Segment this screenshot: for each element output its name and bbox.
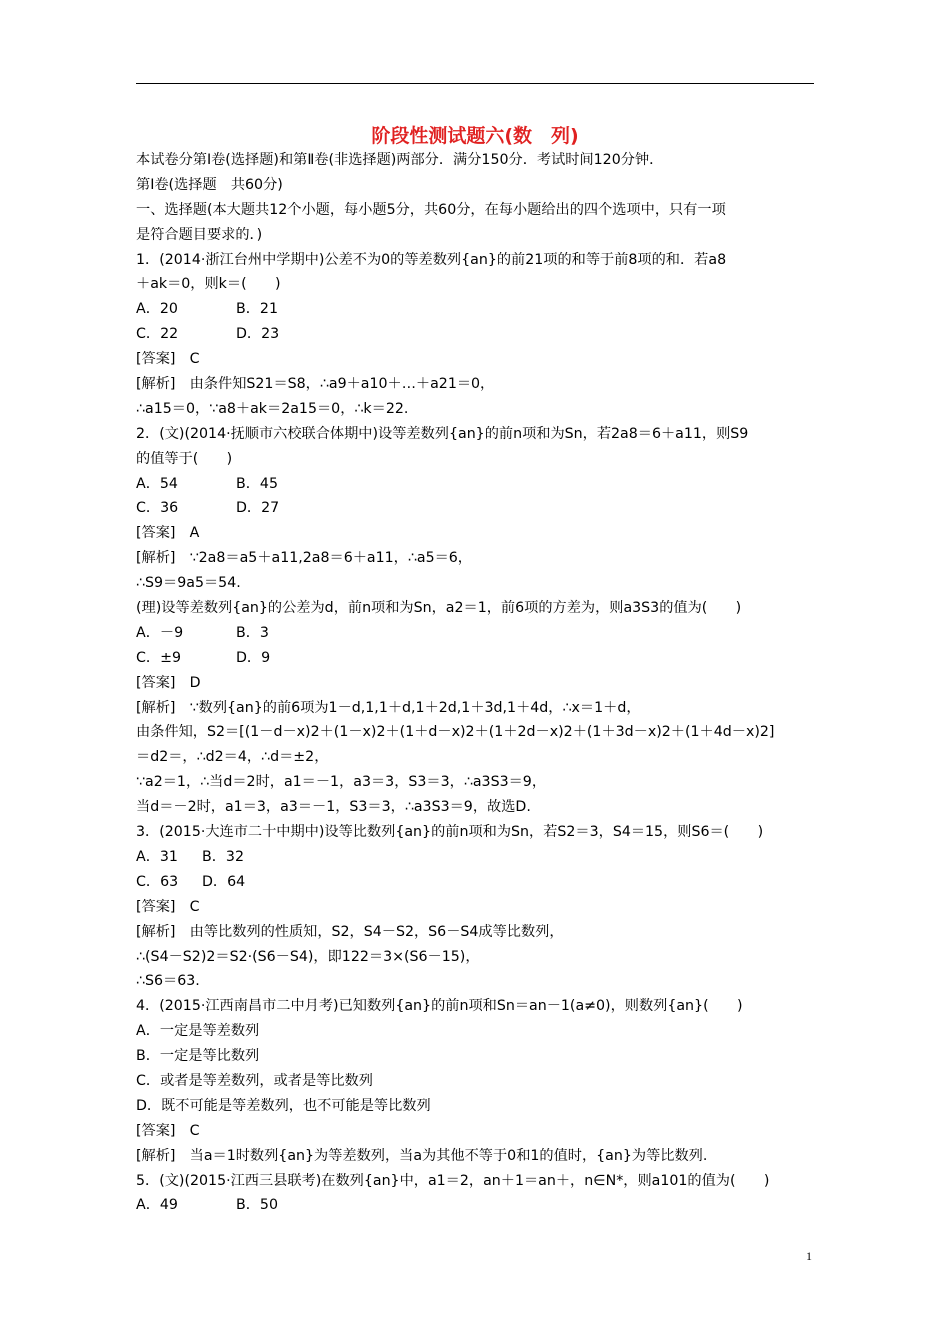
- text-line: [解析] 由条件知S21＝S8，∴a9＋a10＋…＋a21＝0，: [136, 376, 495, 393]
- text-line: ∴(S4－S2)2＝S2·(S6－S4)，即122＝3×(S6－15)，: [136, 948, 480, 965]
- text-line: 本试卷分第Ⅰ卷(选择题)和第Ⅱ卷(非选择题)两部分．满分150分．考试时间120分钟．: [136, 152, 664, 168]
- choice-row: [136, 297, 816, 322]
- choice-option: A．20: [136, 301, 178, 318]
- text-line: ∴S6＝63.: [136, 973, 200, 990]
- document-body: [136, 148, 816, 1218]
- text-line: B．一定是等比数列: [136, 1048, 260, 1065]
- text-line: 第Ⅰ卷(选择题 共60分): [136, 176, 283, 193]
- text-line: [解析] ∵数列{an}的前6项为1－d,1,1＋d,1＋2d,1＋3d,1＋4d，∴x＝1＋d，: [136, 699, 641, 716]
- text-line: ＋ak＝0，则k＝( ): [136, 276, 281, 293]
- text-line: ∵a2＝1，∴当d＝2时，a1＝－1，a3＝3，S3＝3，∴a3S3＝9，: [136, 774, 547, 791]
- header-rule: [136, 83, 814, 84]
- text-line: D．既不可能是等差数列，也不可能是等比数列: [136, 1097, 431, 1114]
- text-line: ∴S9＝9a5＝54.: [136, 575, 241, 592]
- text-line: [答案] C: [136, 351, 200, 368]
- choice-row: [136, 322, 816, 347]
- choice-option: D．9: [236, 649, 271, 666]
- choice-row: [136, 621, 816, 646]
- text-line: (理)设等差数列{an}的公差为d，前n项和为Sn，a2＝1，前6项的方差为，则a3S3的值为( ): [136, 600, 742, 617]
- text-line: 3．(2015·大连市二十中期中)设等比数列{an}的前n项和为Sn，若S2＝3，S4＝15，则S6＝( ): [136, 824, 764, 841]
- text-line: [答案] C: [136, 1122, 200, 1139]
- choice-option: D．64: [202, 873, 246, 890]
- text-line: A．一定是等差数列: [136, 1023, 260, 1040]
- text-line: ＝d2＝，∴d2＝4，∴d＝±2，: [136, 749, 329, 766]
- choice-option: D．27: [236, 500, 280, 517]
- text-line: [答案] A: [136, 525, 200, 542]
- choice-row: [136, 1193, 816, 1218]
- choice-option: A．31: [136, 848, 178, 865]
- text-line: 当d＝－2时，a1＝3，a3＝－1，S3＝3，∴a3S3＝9，故选D.: [136, 799, 531, 816]
- choice-option: B．3: [236, 624, 269, 641]
- choice-option: C．63: [136, 873, 179, 890]
- text-line: ∴a15＝0，∵a8＋ak＝2a15＝0，∴k＝22.: [136, 400, 409, 417]
- choice-option: A．－9: [136, 624, 184, 641]
- text-line: [答案] D: [136, 674, 201, 691]
- choice-option: C．±9: [136, 649, 182, 666]
- text-line: 是符合题目要求的．): [136, 226, 263, 243]
- choice-option: A．54: [136, 475, 178, 492]
- text-line: [答案] C: [136, 898, 200, 915]
- choice-option: B．32: [202, 848, 244, 865]
- choice-option: C．36: [136, 500, 179, 517]
- choice-row: [136, 870, 816, 895]
- text-line: 一、选择题(本大题共12个小题，每小题5分，共60分，在每小题给出的四个选项中，只有一项: [136, 201, 726, 218]
- text-line: [解析] 由等比数列的性质知，S2，S4－S2，S6－S4成等比数列，: [136, 923, 564, 940]
- text-line: 的值等于( ): [136, 450, 233, 467]
- text-line: 2．(文)(2014·抚顺市六校联合体期中)设等差数列{an}的前n项和为Sn，若2a8＝6＋a11，则S9: [136, 425, 749, 442]
- choice-option: D．23: [236, 326, 280, 343]
- choice-row: [136, 496, 816, 521]
- choice-option: A．49: [136, 1197, 178, 1214]
- text-line: 由条件知，S2＝[(1－d－x)2＋(1－x)2＋(1＋d－x)2＋(1＋2d－x)2＋(1＋3d－x)2＋(1＋4d－x)2]: [136, 724, 775, 741]
- text-line: 1．(2014·浙江台州中学期中)公差不为0的等差数列{an}的前21项的和等于前8项的和．若a8: [136, 251, 727, 268]
- text-line: 4．(2015·江西南昌市二中月考)已知数列{an}的前n项和Sn＝an－1(a≠0)，则数列{an}( ): [136, 998, 743, 1015]
- choice-option: B．21: [236, 301, 278, 318]
- text-line: 5．(文)(2015·江西三县联考)在数列{an}中，a1＝2，an＋1＝an＋，n∈N*，则a101的值为( ): [136, 1172, 770, 1189]
- text-line: [解析] 当a＝1时数列{an}为等差数列，当a为其他不等于0和1的值时，{an}为等比数列.: [136, 1147, 708, 1164]
- page-title: 阶段性测试题六(数 列): [371, 125, 579, 147]
- choice-row: [136, 472, 816, 497]
- text-line: C．或者是等差数列，或者是等比数列: [136, 1072, 373, 1089]
- choice-option: C．22: [136, 326, 179, 343]
- choice-option: B．50: [236, 1197, 278, 1214]
- text-line: [解析] ∵2a8＝a5＋a11,2a8＝6＋a11，∴a5＝6，: [136, 550, 472, 567]
- choice-option: B．45: [236, 475, 278, 492]
- page-number: 1: [806, 1249, 812, 1263]
- choice-row: [136, 646, 816, 671]
- choice-row: [136, 845, 816, 870]
